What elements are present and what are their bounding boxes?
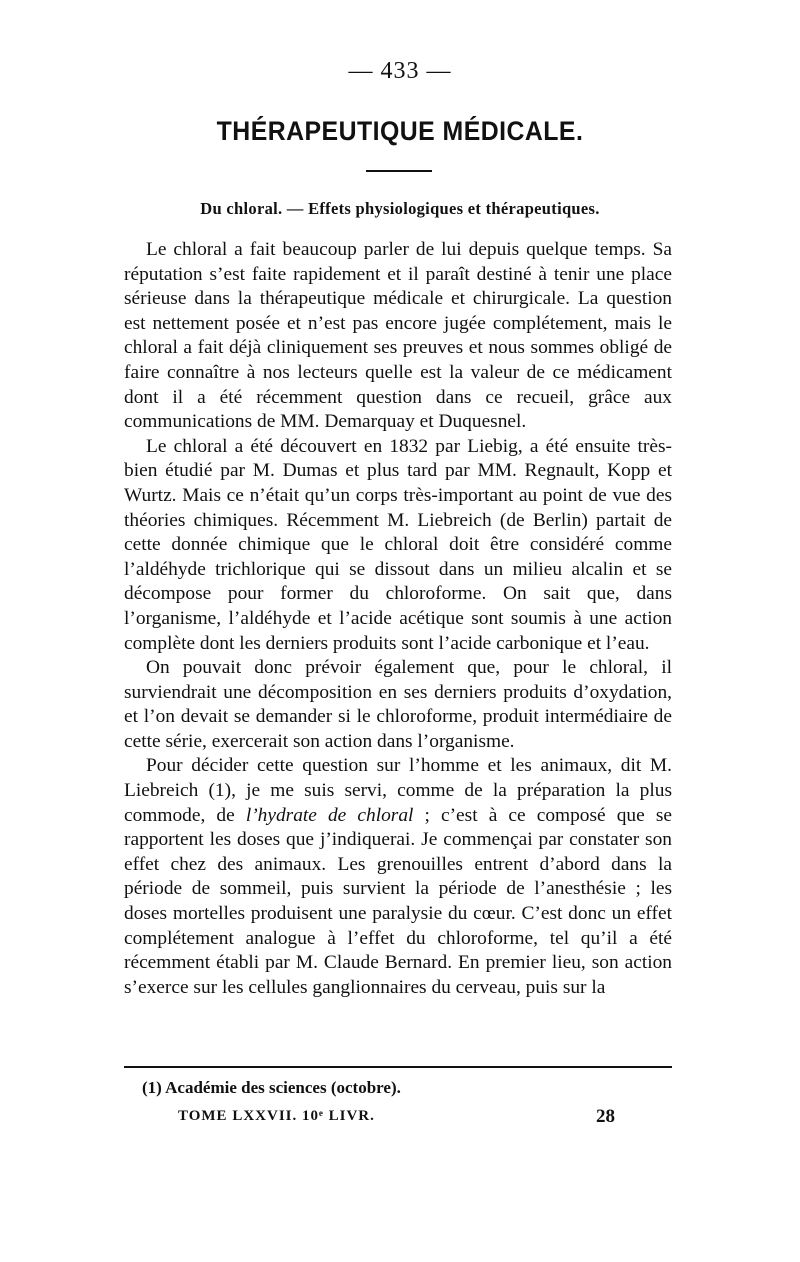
paragraph-4-end: ; c’est à ce composé que se rapportent les doses que j’indiquerai. Je commençai par constater son effet chez des animaux. Les grenouilles entrent d’abord dans la période de sommeil, puis survient la période de l’anesthésie ; les doses mortelles produisent une paralysie du cœur. C’est donc un effet complétement analogue à l’effet du chloroforme, tel qu’il a été récemment établi par M. Claude Bernard. En premier lieu, son action s’exerce sur les cellules ganglionnaires du cerveau, puis sur la — [124, 804, 672, 998]
volume-signature: TOME LXXVII. 10ᵉ LIVR. — [178, 1108, 375, 1124]
page-number: — 433 — — [348, 58, 452, 84]
paragraph-2: Le chloral a été découvert en 1832 par Liebig, a été ensuite très-bien étudié par M. Dumas et plus tard par MM. Regnault, Kopp et Wurtz. Mais ce n’était qu’un corps très-important au point de vue des théories chimiques. Récemment M. Liebreich (de Berlin) partait de cette donnée chimique que le chloral doit être considéré comme l’aldéhyde trichlorique qui se dissout dans un milieu alcalin et se décompose pour former du chloroforme. On sait que, dans l’organisme, l’aldéhyde et l’acide acétique sont soumis à une action complète dont les derniers produits sont l’acide carbonique et l’eau. — [124, 435, 672, 654]
article-subtitle: Du chloral. — Effets physiologiques et thérapeutiques. — [200, 199, 600, 218]
paragraph-4-start: Pour décider cette question sur l’homme et les animaux, dit M. Liebreich (1), je me suis servi, comme de la préparation la plus commode, de — [124, 755, 672, 826]
footnote-rule — [124, 1066, 672, 1068]
paragraph-4 — [124, 754, 672, 1000]
footnote: (1) Académie des sciences (octobre). — [142, 1078, 401, 1097]
italic-term: l’hydrate de chloral — [245, 804, 414, 826]
paragraph-3: On pouvait donc prévoir également que, pour le chloral, il surviendrait une décomposition en ses derniers produits d’oxydation, et l’on devait se demander si le chloroforme, produit intermédiaire de cette série, exercerait son action dans l’organisme. — [124, 657, 672, 752]
article-body — [124, 238, 672, 1000]
sheet-number: 28 — [596, 1106, 615, 1127]
heading-rule — [366, 170, 432, 172]
paragraph-1: Le chloral a fait beaucoup parler de lui depuis quelque temps. Sa réputation s’est faite rapidement et il paraît destiné à tenir une place sérieuse dans la thérapeutique médicale et chirurgicale. La question est nettement posée et n’est pas encore jugée complétement, mais le chloral a fait déjà cliniquement ses preuves et nous sommes obligé de faire connaître à nos lecteurs quelle est la valeur de ce médicament dont il a été récemment question dans ce recueil, grâce aux communications de MM. Demarquay et Duquesnel. — [124, 239, 672, 433]
section-heading: THÉRAPEUTIQUE MÉDICALE. — [216, 116, 584, 146]
